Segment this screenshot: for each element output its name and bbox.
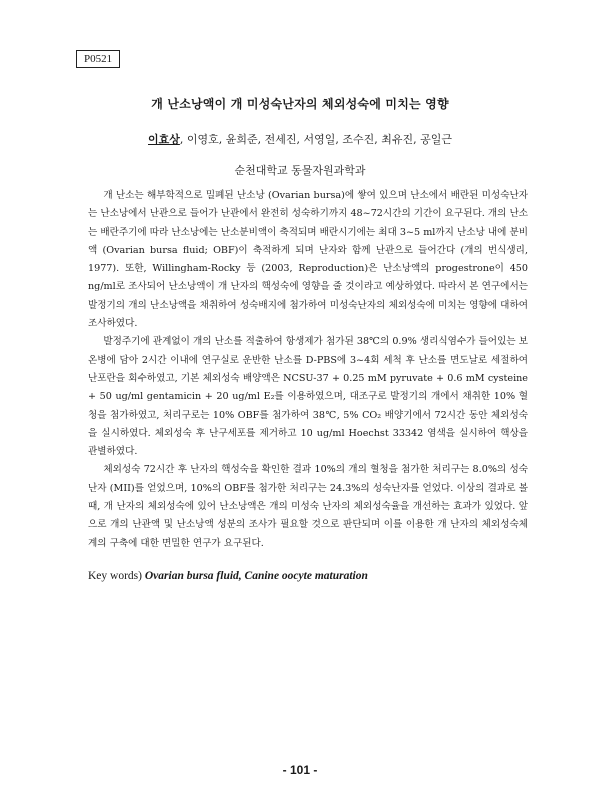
- paragraph-results: 체외성숙 72시간 후 난자의 핵성숙을 확인한 결과 10%의 개의 혈청을 첨가한 처리구는 8.0%의 성숙난자 (MII)를 얻었으며, 10%의 OBF를 첨가한 처리구는 24.3%의 성숙난자를 얻었다. 이상의 결과로 볼 때, 개 난자의 체외성숙에 있어 난소낭액은 개의 미성숙 난자의 체외성숙율을 개선하는 효과가 있었다. 앞으로 개의 난관액 및 난소낭액 성분의 조사가 필요할 것으로 판단되며 이를 이용한 개 난자의 체외성숙체계의 구축에 대한 면밀한 연구가 요구된다.: [88, 464, 528, 549]
- presenting-author: 이효상: [148, 133, 180, 146]
- paragraph-methods: 발정주기에 관계없이 개의 난소를 적출하여 항생제가 첨가된 38℃의 0.9% 생리식염수가 들어있는 보온병에 담아 2시간 이내에 연구실로 운반한 난소를 D-PBS에 3~4회 세척 후 난소를 면도날로 세절하여 난포란을 회수하였고, 기본 체외성숙 배양액은 NCSU-37 + 0.25 mM pyruvate + 0.6 mM cysteine + 50 ug/ml gentamicin + 20 ug/ml E₂를 이용하였으며, 대조구로 발정기의 개에서 채취한 10% 혈청을 첨가하였고, 처리구로는 10% OBF를 첨가하여 38℃, 5% CO₂ 배양기에서 72시간 동안 체외성숙을 실시하였다. 체외성숙 후 난구세포를 제거하고 10 ug/ml Hoechst 33342 염색을 실시하여 핵상을 관별하였다.: [88, 336, 528, 458]
- keywords: [88, 570, 528, 582]
- co-authors: , 이영호, 윤희준, 전세진, 서영일, 조수진, 최유진, 공일근: [179, 133, 452, 146]
- page-number: - 101 -: [282, 763, 318, 777]
- paragraph-introduction: 개 난소는 해부학적으로 밀폐된 난소낭 (Ovarian bursa)에 쌓여 있으며 난소에서 배란된 미성숙난자는 난소낭에서 난관으로 들어가 난관에서 완전히 성숙하기까지 48~72시간의 기간이 요구된다. 개의 난소는 배란주기에 따라 난소낭에는 난소분비액이 축적되며 배란시기에는 최대 3~5 ml까지 난소낭 내에 분비액 (Ovarian bursa fluid; OBF)이 축적하게 되며 난자와 함께 난관으로 들어간다 (개의 번식생리, 1977). 또한, Willingham-Rocky 등 (2003, Reproduction)은 난소낭액의 progestrone이 450 ng/ml로 조사되어 난소낭액이 개 난자의 핵성숙에 영향을 줄 것이라고 예상하였다. 따라서 본 연구에서는 발정기의 개의 난소낭액을 채취하여 성숙배지에 첨가하여 미성숙난자의 체외성숙에 미치는 영향에 대하여 조사하였다.: [88, 190, 528, 330]
- affiliation: 순천대학교 동물자원과학과: [234, 164, 366, 177]
- keywords-label: Key words): [88, 570, 142, 582]
- keywords-terms: Ovarian bursa fluid, Canine oocyte maturation: [144, 570, 368, 582]
- abstract-code: P0521: [76, 50, 120, 68]
- abstract-body: [88, 187, 528, 553]
- paper-title: 개 난소낭액이 개 미성숙난자의 체외성숙에 미치는 영향: [151, 97, 449, 111]
- author-list: [0, 131, 600, 147]
